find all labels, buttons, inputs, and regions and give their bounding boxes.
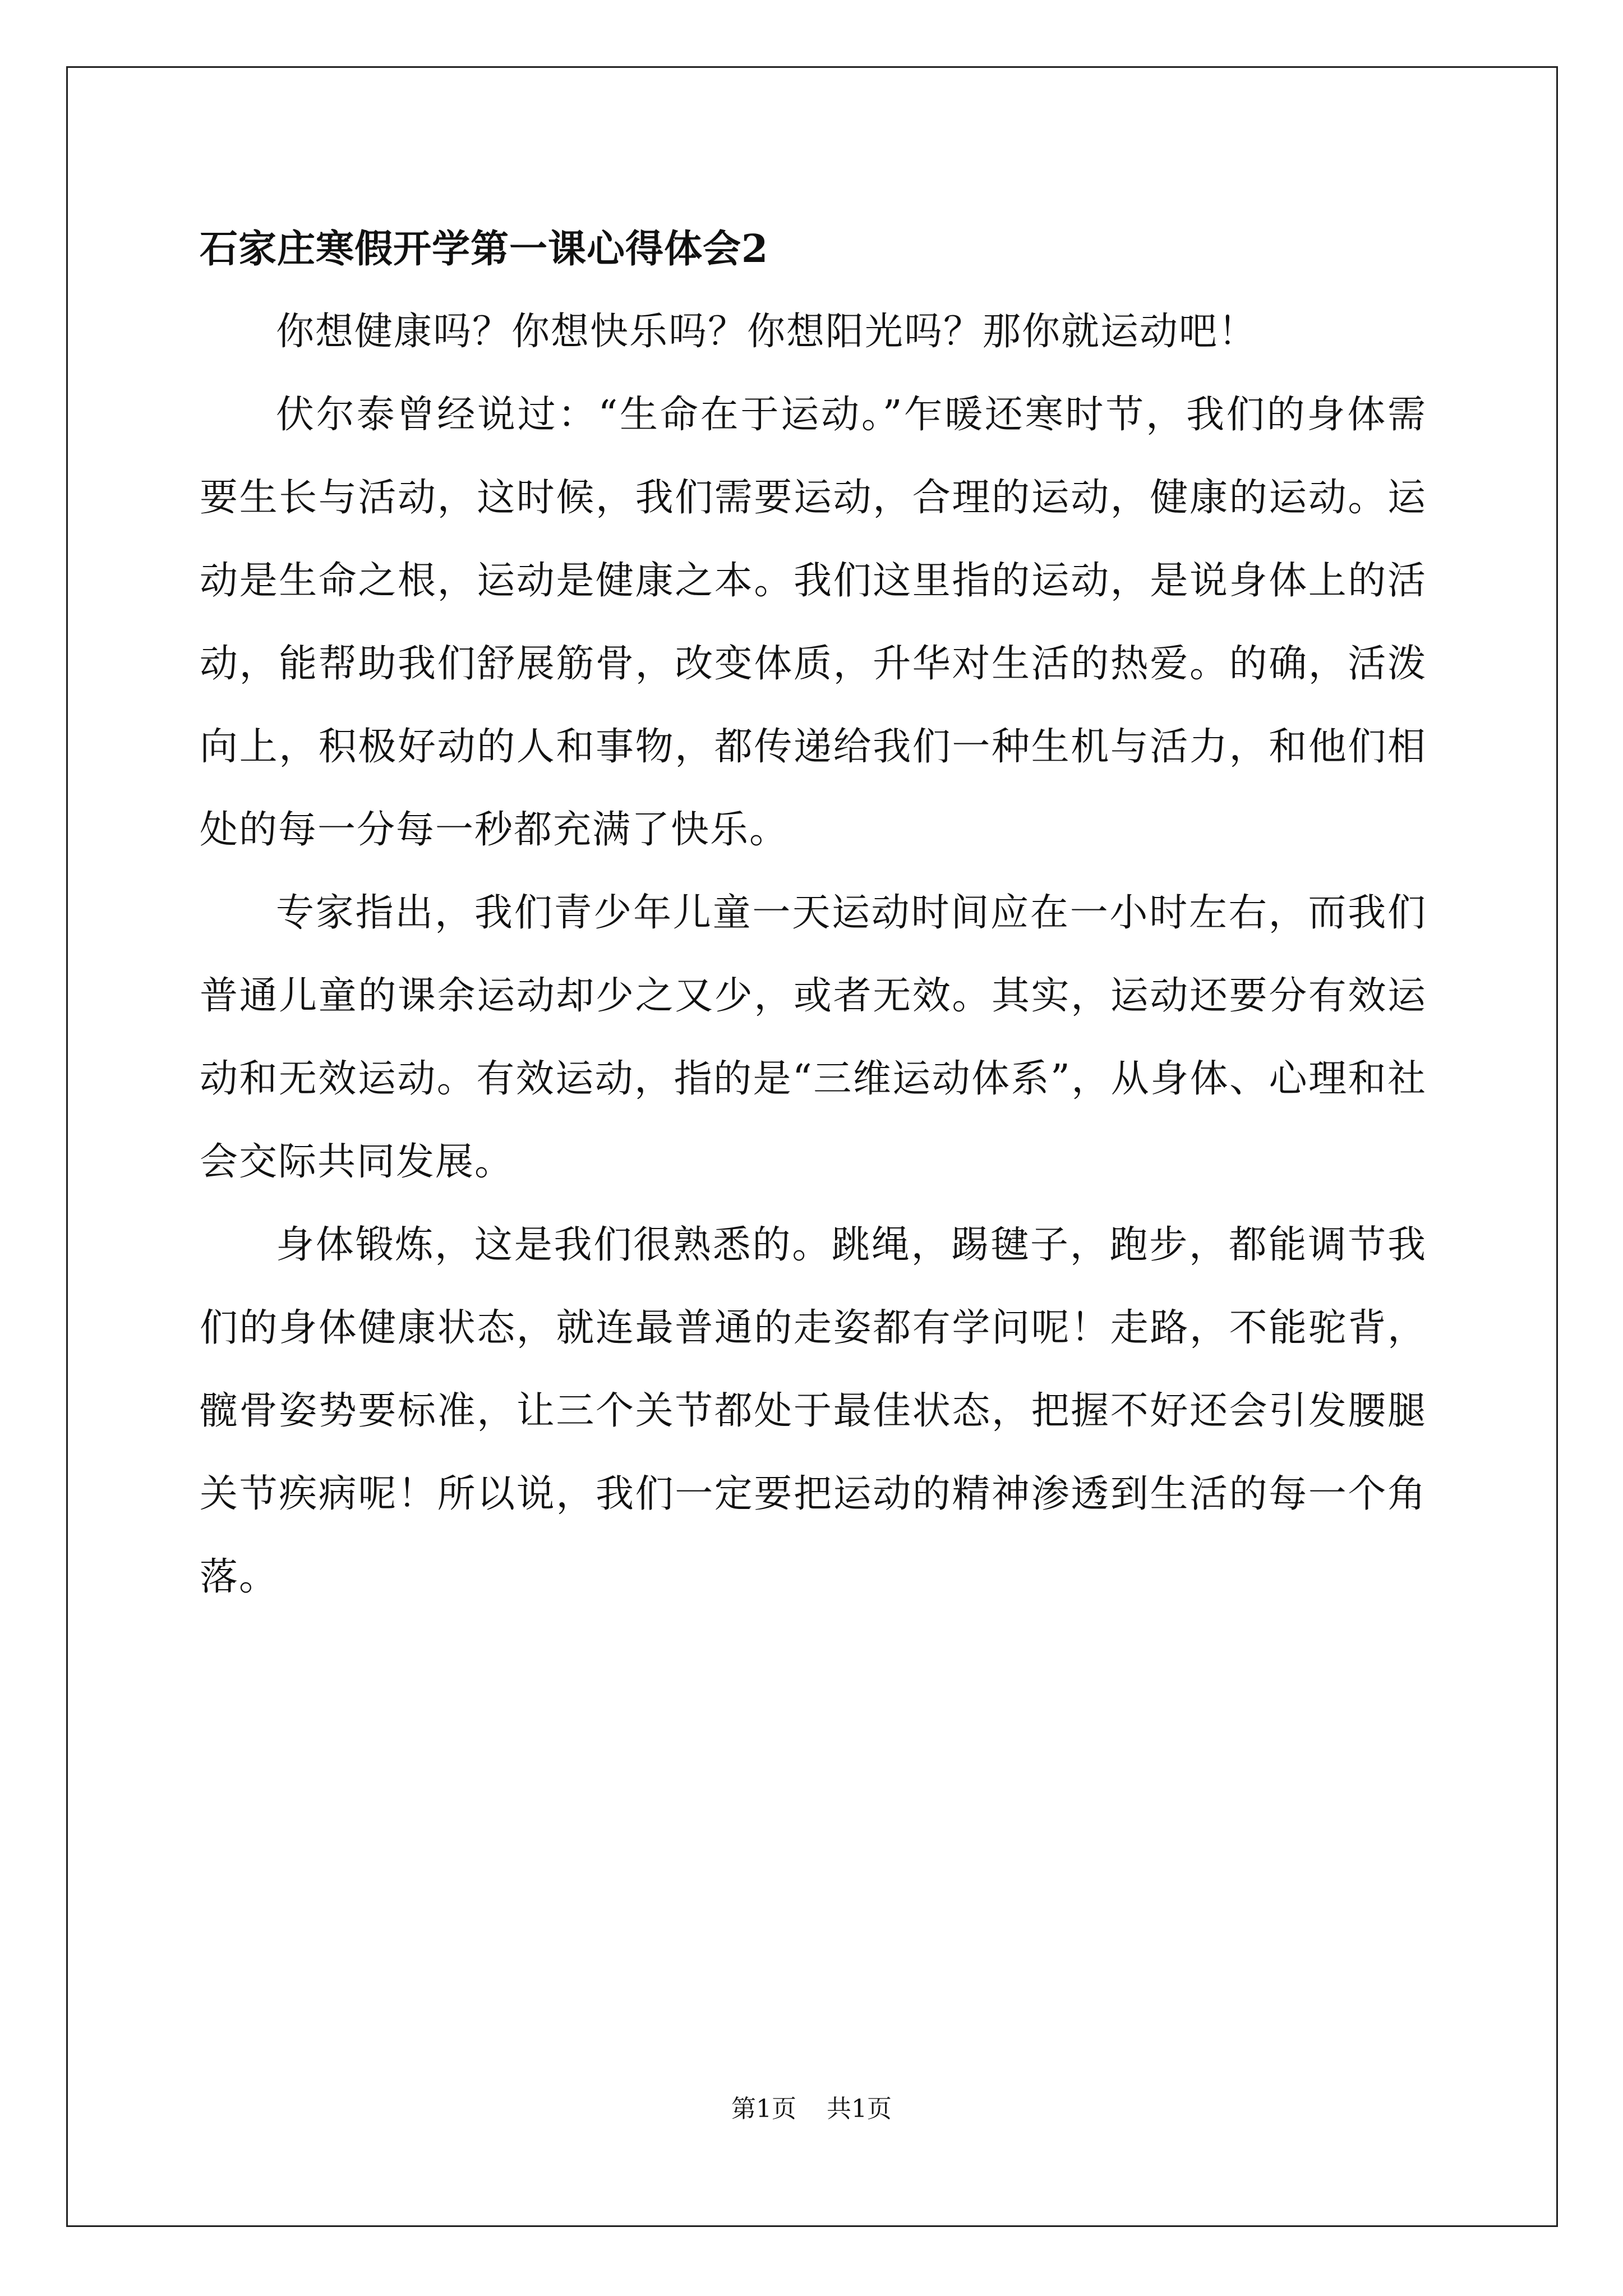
paragraph-3: 专家指出，我们青少年儿童一天运动时间应在一小时左右，而我们普通儿童的课余运动却少之又少，或者无效。其实，运动还要分有效运动和无效运动。有效运动，指的是“三维运动体系”，从身体、心理和社会交际共同发展。 [200,891,1427,1184]
page-number-current: 第1页 [731,2095,796,2123]
paragraph-4: 身体锻炼，这是我们很熟悉的。跳绳，踢毽子，跑步，都能调节我们的身体健康状态，就连最普通的走姿都有学问呢！走路，不能驼背，髋骨姿势要标准，让三个关节都处于最佳状态，把握不好还会引发腰腿关节疾病呢！所以说，我们一定要把运动的精神渗透到生活的每一个角落。 [200,1223,1427,1599]
paragraph-2: 伏尔泰曾经说过：“生命在于运动。”乍暖还寒时节，我们的身体需要生长与活动，这时候，我们需要运动，合理的运动，健康的运动。运动是生命之根，运动是健康之本。我们这里指的运动，是说身体上的活动，能帮助我们舒展筋骨，改变体质，升华对生活的热爱。的确，活泼向上，积极好动的人和事物，都传递给我们一种生机与活力，和他们相处的每一分每一秒都充满了快乐。 [200,393,1427,852]
paragraph-1: 你想健康吗？你想快乐吗？你想阳光吗？那你就运动吧！ [276,310,1258,354]
page-number-total: 共1页 [827,2095,892,2123]
document-body [200,208,1427,1619]
document-title: 石家庄寒假开学第一课心得体会2 [200,227,769,272]
page-footer [0,2092,1623,2126]
